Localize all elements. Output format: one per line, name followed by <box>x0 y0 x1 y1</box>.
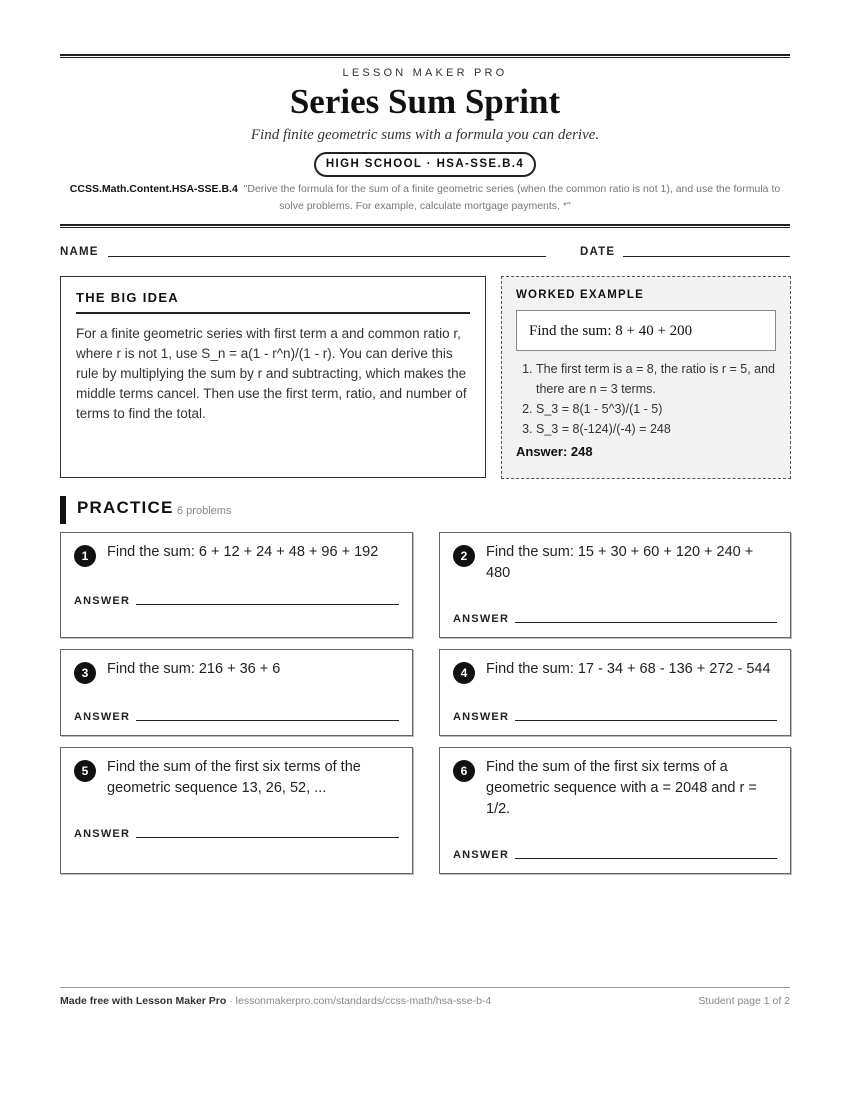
problem-card-3 <box>60 649 413 736</box>
answer-field[interactable] <box>136 720 399 721</box>
problem-text: Find the sum: 17 - 34 + 68 - 136 + 272 - 544 <box>486 661 771 677</box>
problem-card-2 <box>439 532 791 638</box>
practice-heading: PRACTICE <box>77 498 174 517</box>
answer-field[interactable] <box>515 622 777 623</box>
problem-number-badge: 3 <box>74 662 96 684</box>
brand-name: LESSON MAKER PRO <box>342 67 508 79</box>
name-label: NAME <box>60 246 99 258</box>
worksheet-title: Series Sum Sprint <box>289 82 561 121</box>
footer-credit <box>60 995 491 1007</box>
worked-example-step: 2. S_3 = 8(1 - 5^3)/(1 - 5) <box>536 399 776 419</box>
problem-text: Find the sum of the first six terms of the geometric sequence 13, 26, 52, ... <box>107 759 361 796</box>
standard-code: CCSS.Math.Content.HSA-SSE.B.4 <box>69 183 238 195</box>
problem-number-badge: 2 <box>453 545 475 567</box>
worked-example-box <box>501 276 791 479</box>
problem-text: Find the sum of the first six terms of a geometric sequence with a = 2048 and r = 1/2. <box>486 759 757 817</box>
answer-label: ANSWER <box>453 711 510 723</box>
footer-url[interactable]: · lessonmakerpro.com/standards/ccss-math/hsa-sse-b-4 <box>229 995 492 1007</box>
date-field[interactable] <box>623 256 790 257</box>
big-idea-box <box>60 276 486 478</box>
answer-field[interactable] <box>136 837 399 838</box>
problem-number-badge: 1 <box>74 545 96 567</box>
answer-label: ANSWER <box>453 613 510 625</box>
answer-label: ANSWER <box>74 711 131 723</box>
problem-text: Find the sum: 6 + 12 + 24 + 48 + 96 + 192 <box>107 544 379 560</box>
answer-field[interactable] <box>515 858 777 859</box>
answer-label: ANSWER <box>74 595 131 607</box>
header-bottom-rule <box>60 224 790 228</box>
problem-card-1 <box>60 532 413 638</box>
footer-made-with: Made free with Lesson Maker Pro <box>60 995 227 1007</box>
problem-number-badge: 4 <box>453 662 475 684</box>
footer-rule <box>60 987 790 988</box>
worked-example-answer: Answer: 248 <box>516 444 593 459</box>
problem-number-badge: 5 <box>74 760 96 782</box>
grade-badge: HIGH SCHOOL · HSA-SSE.B.4 <box>314 152 536 177</box>
worked-example-step: 3. S_3 = 8(-124)/(-4) = 248 <box>536 419 776 439</box>
answer-label: ANSWER <box>453 849 510 861</box>
practice-accent-bar <box>60 496 66 524</box>
footer-page-number: Student page 1 of 2 <box>698 995 790 1007</box>
worked-example-problem: Find the sum: 8 + 40 + 200 <box>516 310 776 351</box>
worked-example-step: 1. The first term is a = 8, the ratio is r = 5, and there are n = 3 terms. <box>536 359 776 399</box>
problem-text: Find the sum: 216 + 36 + 6 <box>107 661 281 677</box>
worked-example-heading: WORKED EXAMPLE <box>516 289 644 301</box>
big-idea-heading: THE BIG IDEA <box>76 290 470 314</box>
answer-field[interactable] <box>136 604 399 605</box>
problem-card-4 <box>439 649 791 736</box>
standard-description <box>60 181 790 215</box>
worksheet-subtitle: Find finite geometric sums with a formula you can derive. <box>250 127 600 143</box>
big-idea-text: For a finite geometric series with first term a and common ratio r, where r is not 1, use S_n = a(1 - r^n)/(1 - r). You can derive this rule by multiplying the sum by r and subtracting, which makes the middle terms cancel. Then use the first term, ratio, and number of terms to find the total. <box>76 326 467 421</box>
date-label: DATE <box>580 246 616 258</box>
worked-example-steps <box>516 359 776 439</box>
standard-text: "Derive the formula for the sum of a finite geometric series (when the common ratio is not 1), and use the formula to solve problems. For example, calculate mortgage payments. *" <box>243 183 781 212</box>
header-top-rule <box>60 54 790 58</box>
practice-count: 6 problems <box>177 505 232 517</box>
name-field[interactable] <box>108 256 546 257</box>
problem-text: Find the sum: 15 + 30 + 60 + 120 + 240 + 480 <box>486 544 754 581</box>
problem-card-5 <box>60 747 413 874</box>
answer-label: ANSWER <box>74 828 131 840</box>
answer-field[interactable] <box>515 720 777 721</box>
problem-card-6 <box>439 747 791 874</box>
problem-number-badge: 6 <box>453 760 475 782</box>
